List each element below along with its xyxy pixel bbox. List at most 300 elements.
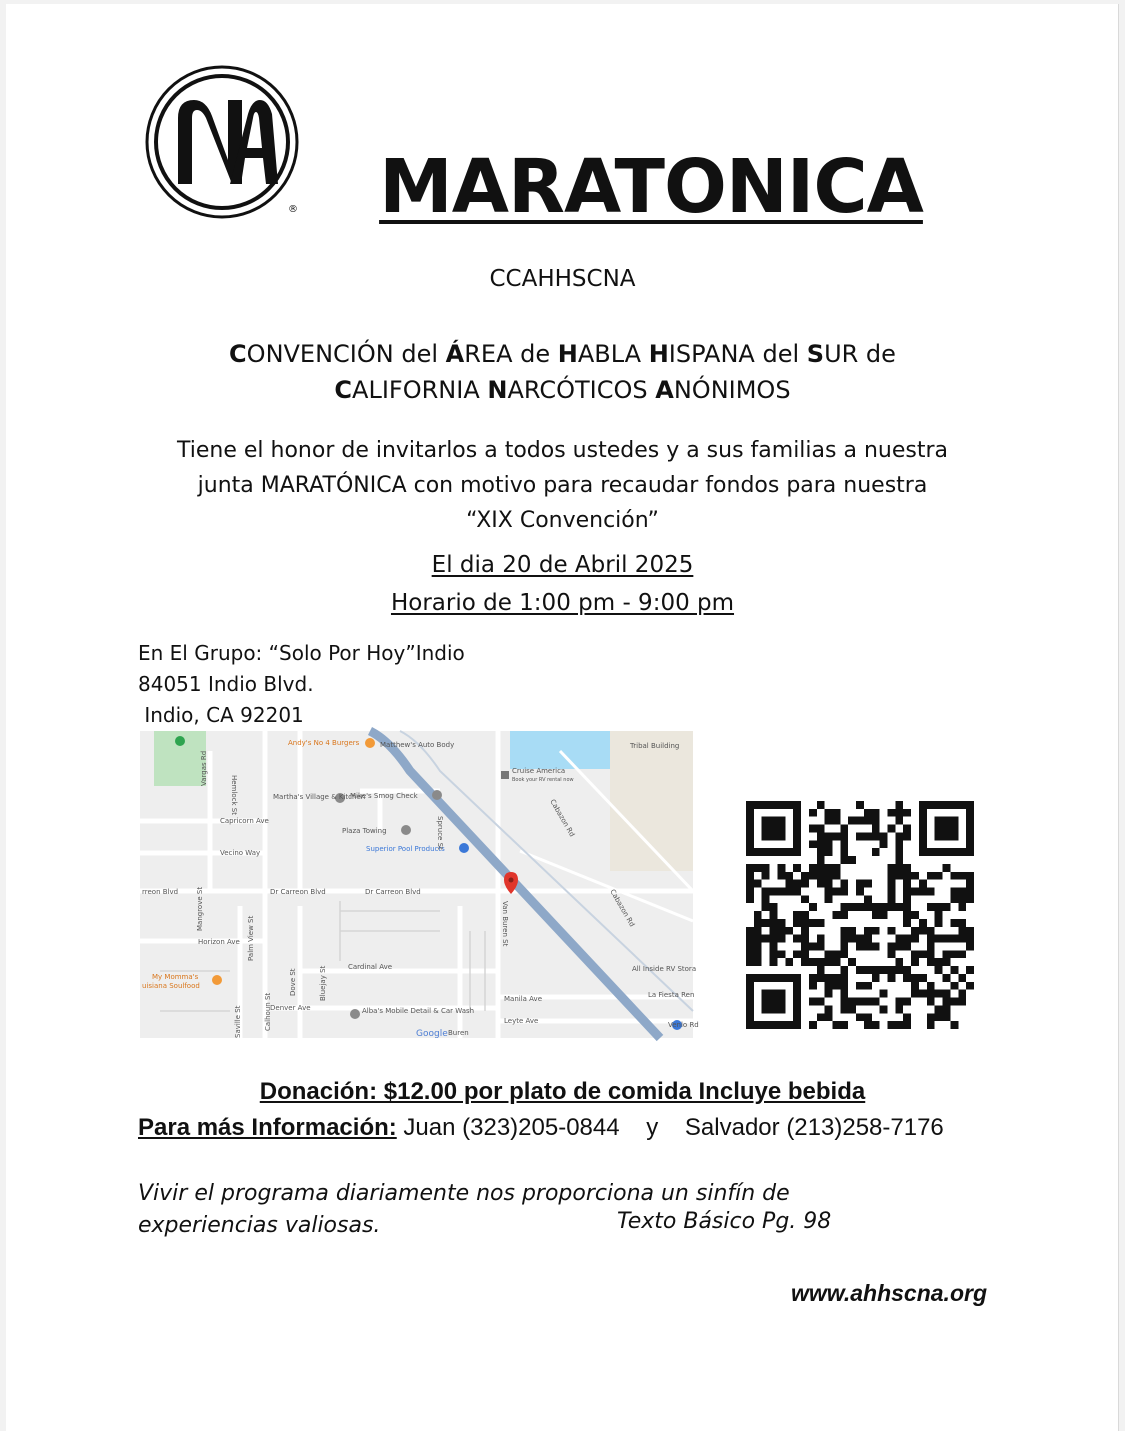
qr-module	[817, 943, 825, 951]
qr-module	[754, 880, 762, 888]
qr-module	[950, 817, 958, 825]
qr-module	[817, 872, 825, 880]
qr-module	[746, 950, 754, 958]
qr-module	[825, 990, 833, 998]
map-label: La Fiesta Ren	[648, 991, 695, 999]
qr-module	[864, 927, 872, 935]
map-label: Buren	[448, 1029, 469, 1037]
qr-module	[809, 919, 817, 927]
na-logo	[144, 66, 304, 226]
qr-module	[840, 880, 848, 888]
qr-module	[746, 990, 754, 998]
qr-module	[935, 935, 943, 943]
qr-module	[746, 848, 754, 856]
qr-module	[785, 872, 793, 880]
address-city: Indio, CA 92201	[138, 703, 304, 727]
quote-line2: experiencias valiosas.	[138, 1213, 381, 1238]
qr-module	[903, 895, 911, 903]
qr-module	[958, 919, 966, 927]
qr-module	[958, 927, 966, 935]
qr-module	[864, 832, 872, 840]
qr-module	[832, 958, 840, 966]
qr-module	[943, 1013, 951, 1021]
qr-module	[848, 998, 856, 1006]
qr-module	[927, 982, 935, 990]
qr-module	[950, 848, 958, 856]
map-label: Alba's Mobile Detail & Car Wash	[362, 1007, 475, 1015]
qr-module	[809, 998, 817, 1006]
qr-module	[864, 982, 872, 990]
qr-module	[958, 895, 966, 903]
qr-module	[895, 848, 903, 856]
qr-module	[770, 1005, 778, 1013]
qr-module	[777, 848, 785, 856]
address-street: 84051 Indio Blvd.	[138, 672, 314, 696]
qr-module	[840, 1021, 848, 1029]
qr-module	[793, 974, 801, 982]
qr-module	[895, 809, 903, 817]
qr-module	[966, 880, 974, 888]
word-rest: REA de	[464, 340, 558, 368]
qr-module	[903, 903, 911, 911]
qr-module	[888, 825, 896, 833]
qr-module	[746, 887, 754, 895]
qr-module	[950, 998, 958, 1006]
qr-module	[832, 974, 840, 982]
poi-icon[interactable]	[350, 1009, 360, 1019]
qr-module	[785, 1021, 793, 1029]
poi-icon[interactable]	[401, 825, 411, 835]
qr-module	[927, 872, 935, 880]
qr-module	[950, 887, 958, 895]
qr-module	[903, 809, 911, 817]
map-label: Dr Carreon Blvd	[270, 888, 326, 896]
qr-module	[911, 935, 919, 943]
qr-module	[746, 872, 754, 880]
convention-abbreviation: CCAHHSCNA	[489, 266, 636, 292]
map-label: Saville St	[234, 1005, 242, 1038]
qr-module	[840, 856, 848, 864]
qr-module	[785, 848, 793, 856]
qr-module	[825, 832, 833, 840]
qr-module	[943, 801, 951, 809]
qr-module	[746, 1021, 754, 1029]
qr-module	[888, 872, 896, 880]
donation-info: Donación: $12.00 por plato de comida Incluye bebida	[259, 1078, 866, 1105]
qr-module	[966, 887, 974, 895]
qr-module	[840, 832, 848, 840]
qr-module	[809, 825, 817, 833]
qr-module	[919, 801, 927, 809]
qr-module	[864, 1021, 872, 1029]
qr-module	[911, 974, 919, 982]
qr-module	[754, 911, 762, 919]
qr-module	[825, 864, 833, 872]
qr-module	[817, 864, 825, 872]
map-label: Vecino Way	[220, 849, 261, 857]
qr-module	[950, 832, 958, 840]
qr-module	[864, 895, 872, 903]
qr-module	[801, 872, 809, 880]
map-label: uisiana Soulfood	[142, 982, 200, 990]
qr-module	[864, 966, 872, 974]
word-rest: ISPANA del	[668, 340, 807, 368]
qr-module	[762, 864, 770, 872]
qr-module	[762, 825, 770, 833]
qr-module	[832, 809, 840, 817]
qr-module	[793, 982, 801, 990]
word-rest: ABLA	[577, 340, 649, 368]
qr-module	[809, 1021, 817, 1029]
qr-module	[770, 911, 778, 919]
map-label: Venlo Rd	[668, 1021, 699, 1029]
qr-module	[793, 817, 801, 825]
qr-module	[777, 950, 785, 958]
map-label: Horizon Ave	[198, 938, 240, 946]
qr-module	[958, 801, 966, 809]
qr-module	[927, 1013, 935, 1021]
park-icon[interactable]	[175, 736, 185, 746]
qr-module	[872, 817, 880, 825]
qr-module	[817, 848, 825, 856]
qr-module	[935, 1013, 943, 1021]
qr-module	[935, 817, 943, 825]
shopping-icon[interactable]	[459, 843, 469, 853]
qr-module	[903, 943, 911, 951]
map-label: Vargas Rd	[200, 750, 208, 786]
map-label: Manila Ave	[504, 995, 542, 1003]
qr-module	[754, 958, 762, 966]
qr-module	[950, 982, 958, 990]
qr-module	[746, 809, 754, 817]
qr-module	[848, 1005, 856, 1013]
qr-module	[950, 950, 958, 958]
qr-module	[840, 825, 848, 833]
qr-module	[958, 887, 966, 895]
qr-module	[746, 943, 754, 951]
qr-module	[770, 903, 778, 911]
qr-module	[793, 801, 801, 809]
qr-module	[840, 950, 848, 958]
qr-module	[888, 974, 896, 982]
qr-module	[825, 848, 833, 856]
qr-module	[817, 966, 825, 974]
qr-module	[809, 809, 817, 817]
qr-module	[888, 809, 896, 817]
invitation-line: Tiene el honor de invitarlos a todos ustedes y a sus familias a nuestra	[177, 438, 948, 463]
qr-module	[943, 848, 951, 856]
qr-module	[840, 903, 848, 911]
qr-module	[966, 809, 974, 817]
map-landuse	[610, 731, 693, 871]
initial-letter: N	[487, 376, 508, 404]
qr-module	[825, 950, 833, 958]
map-label: Spruce St	[436, 816, 444, 850]
qr-module	[793, 935, 801, 943]
qr-module	[903, 911, 911, 919]
qr-module	[927, 848, 935, 856]
qr-module	[840, 990, 848, 998]
poi-icon[interactable]	[432, 790, 442, 800]
qr-module	[911, 927, 919, 935]
map-label: Dove St	[289, 968, 297, 996]
qr-module	[754, 848, 762, 856]
qr-module	[903, 864, 911, 872]
qr-module	[950, 935, 958, 943]
qr-module	[958, 872, 966, 880]
map-label: Hemlock St	[230, 775, 238, 815]
qr-module	[919, 840, 927, 848]
qr-module	[888, 966, 896, 974]
map-label: Book your RV rental now	[512, 777, 574, 783]
qr-module	[943, 832, 951, 840]
qr-module	[958, 848, 966, 856]
qr-module	[919, 990, 927, 998]
qr-module	[856, 903, 864, 911]
qr-module	[856, 966, 864, 974]
qr-module	[888, 943, 896, 951]
qr-module	[872, 966, 880, 974]
qr-module	[848, 927, 856, 935]
qr-module	[966, 927, 974, 935]
qr-module	[754, 950, 762, 958]
qr-module	[746, 817, 754, 825]
qr-module	[762, 1021, 770, 1029]
qr-module	[911, 950, 919, 958]
time-line-wrap	[0, 590, 1125, 616]
qr-module	[801, 880, 809, 888]
qr-module	[793, 864, 801, 872]
qr-module	[793, 919, 801, 927]
qr-module	[777, 887, 785, 895]
qr-module	[966, 817, 974, 825]
address-group: En El Grupo: “Solo Por Hoy”Indio	[138, 641, 465, 665]
qr-module	[935, 966, 943, 974]
qr-module	[746, 958, 754, 966]
qr-module	[770, 927, 778, 935]
qr-module	[966, 982, 974, 990]
qr-module	[809, 864, 817, 872]
qr-module	[927, 801, 935, 809]
qr-module	[903, 966, 911, 974]
qr-module	[825, 974, 833, 982]
qr-module	[927, 958, 935, 966]
initial-letter: A	[655, 376, 674, 404]
qr-module	[832, 950, 840, 958]
map-label: Cruise America	[512, 767, 566, 775]
qr-module	[895, 864, 903, 872]
qr-module	[856, 943, 864, 951]
qr-module	[762, 848, 770, 856]
qr-module	[880, 840, 888, 848]
qr-module	[935, 911, 943, 919]
qr-module	[840, 935, 848, 943]
qr-module	[903, 825, 911, 833]
qr-module	[770, 919, 778, 927]
qr-module	[777, 801, 785, 809]
qr-module	[880, 966, 888, 974]
map-label: Matthew's Auto Body	[380, 741, 455, 749]
qr-module	[832, 817, 840, 825]
event-date: El dia 20 de Abril 2025	[431, 552, 694, 578]
qr-module	[927, 903, 935, 911]
event-address	[138, 638, 465, 731]
qr-module	[762, 872, 770, 880]
qr-module	[888, 887, 896, 895]
qr-module	[762, 817, 770, 825]
qr-module	[809, 903, 817, 911]
qr-module	[825, 958, 833, 966]
qr-module	[903, 1013, 911, 1021]
qr-module	[801, 911, 809, 919]
qr-module	[895, 872, 903, 880]
qr-module	[935, 903, 943, 911]
qr-module	[770, 825, 778, 833]
qr-module	[864, 809, 872, 817]
event-time: Horario de 1:00 pm - 9:00 pm	[390, 590, 735, 616]
qr-module	[880, 903, 888, 911]
qr-module	[840, 974, 848, 982]
qr-module	[872, 943, 880, 951]
qr-module	[746, 935, 754, 943]
qr-module	[872, 848, 880, 856]
qr-module	[754, 1021, 762, 1029]
qr-module	[919, 817, 927, 825]
qr-module	[840, 927, 848, 935]
qr-module	[770, 935, 778, 943]
qr-module	[840, 911, 848, 919]
restaurant-icon[interactable]	[212, 975, 222, 985]
qr-code[interactable]	[746, 801, 974, 1029]
qr-module	[793, 880, 801, 888]
initial-letter: Á	[445, 340, 465, 368]
qr-module	[785, 958, 793, 966]
qr-module	[888, 950, 896, 958]
qr-module	[872, 998, 880, 1006]
qr-module	[919, 848, 927, 856]
qr-module	[770, 998, 778, 1006]
qr-module	[762, 801, 770, 809]
contact-label: Para más Información:	[138, 1114, 397, 1141]
qr-module	[927, 927, 935, 935]
qr-module	[895, 817, 903, 825]
qr-module	[817, 935, 825, 943]
page-title: MARATONICA	[379, 144, 923, 230]
qr-module	[848, 856, 856, 864]
qr-module	[746, 832, 754, 840]
qr-module	[832, 832, 840, 840]
qr-module	[950, 919, 958, 927]
restaurant-icon[interactable]	[365, 738, 375, 748]
qr-module	[746, 880, 754, 888]
qr-module	[943, 864, 951, 872]
rv-icon[interactable]	[501, 771, 509, 779]
qr-module	[943, 974, 951, 982]
qr-module	[817, 801, 825, 809]
qr-module	[888, 927, 896, 935]
qr-module	[777, 919, 785, 927]
qr-module	[801, 950, 809, 958]
qr-module	[880, 990, 888, 998]
qr-module	[754, 927, 762, 935]
qr-module	[809, 974, 817, 982]
qr-module	[935, 1005, 943, 1013]
qr-module	[770, 1021, 778, 1029]
map-label: Mangrove St	[196, 886, 204, 931]
contact-info	[138, 1114, 944, 1142]
qr-module	[935, 990, 943, 998]
qr-module	[856, 982, 864, 990]
qr-module	[880, 1005, 888, 1013]
qr-module	[848, 903, 856, 911]
qr-module	[856, 832, 864, 840]
qr-module	[793, 911, 801, 919]
qr-module	[785, 927, 793, 935]
map-water	[510, 731, 610, 769]
qr-module	[817, 919, 825, 927]
qr-module	[903, 887, 911, 895]
location-map[interactable]	[140, 731, 699, 1039]
qr-module	[832, 982, 840, 990]
qr-module	[903, 872, 911, 880]
qr-module	[825, 1005, 833, 1013]
qr-module	[770, 990, 778, 998]
qr-module	[856, 801, 864, 809]
qr-module	[935, 872, 943, 880]
qr-module	[872, 927, 880, 935]
qr-module	[958, 990, 966, 998]
qr-module	[927, 990, 935, 998]
qr-module	[919, 809, 927, 817]
qr-module	[832, 887, 840, 895]
map-label: Dr Carreon Blvd	[365, 888, 421, 896]
qr-module	[943, 998, 951, 1006]
qr-module	[777, 1005, 785, 1013]
invitation-line: “XIX Convención”	[466, 508, 659, 533]
qr-module	[943, 990, 951, 998]
qr-module	[785, 801, 793, 809]
qr-module	[770, 950, 778, 958]
qr-module	[943, 903, 951, 911]
qr-module	[943, 958, 951, 966]
qr-module	[927, 887, 935, 895]
map-label: Tribal Building	[630, 742, 680, 750]
qr-module	[943, 935, 951, 943]
qr-module	[754, 919, 762, 927]
qr-module	[777, 864, 785, 872]
qr-module	[840, 966, 848, 974]
map-label: Calhoun St	[264, 992, 272, 1031]
qr-module	[801, 943, 809, 951]
qr-module	[785, 974, 793, 982]
qr-module	[777, 927, 785, 935]
qr-module	[927, 935, 935, 943]
qr-module	[762, 1005, 770, 1013]
convention-name-line1	[0, 336, 1125, 372]
qr-module	[746, 927, 754, 935]
qr-module	[793, 950, 801, 958]
qr-module	[848, 958, 856, 966]
qr-module	[840, 848, 848, 856]
qr-module	[817, 825, 825, 833]
word-rest: NÓNIMOS	[673, 376, 791, 404]
qr-module	[762, 935, 770, 943]
qr-module	[770, 887, 778, 895]
website-link[interactable]: www.ahhscna.org	[791, 1280, 987, 1306]
qr-module	[832, 872, 840, 880]
qr-module	[911, 990, 919, 998]
qr-module	[919, 950, 927, 958]
